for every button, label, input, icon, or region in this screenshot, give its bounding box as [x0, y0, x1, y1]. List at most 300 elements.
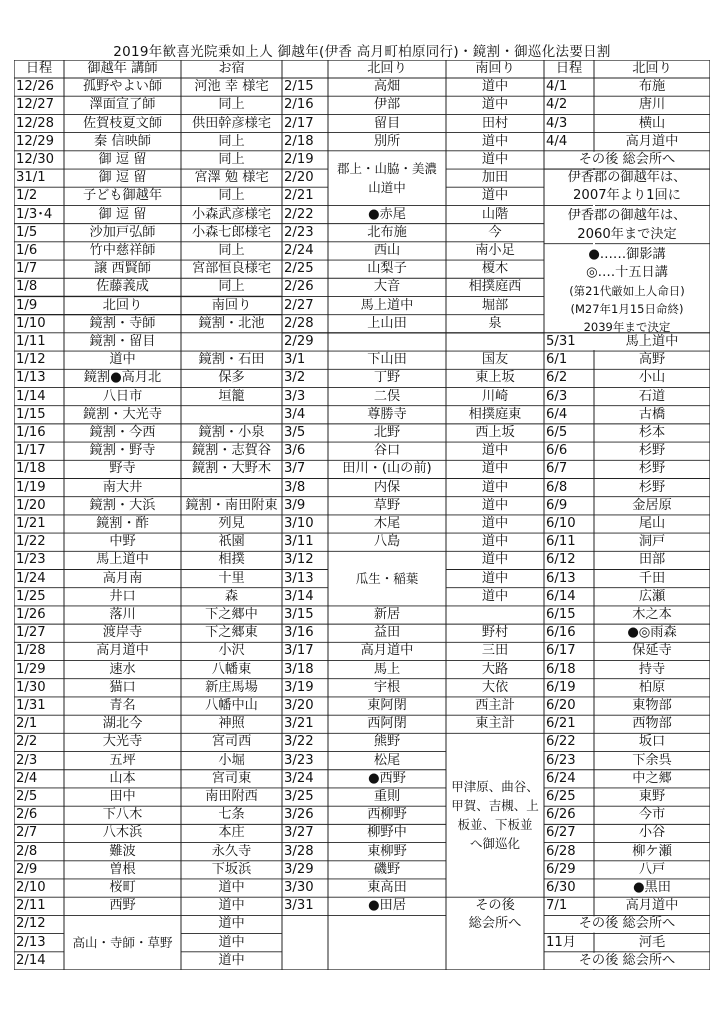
left-lecturer: 北回り [102, 297, 143, 313]
left-lecturer: 鏡割・寺師 [89, 315, 156, 331]
right-note: ●‥‥‥御影講 [588, 246, 666, 262]
middle-date: 2/26 [284, 279, 314, 295]
middle-north: 熊野 [373, 734, 401, 750]
right-date: 6/9 [546, 497, 568, 513]
middle-date: 3/12 [284, 552, 314, 568]
left-lecturer: 鏡割・今西 [89, 424, 156, 440]
left-lecturer: 野寺 [109, 461, 136, 477]
right-date: 6/16 [546, 625, 576, 641]
middle-north: 田川・(山の前) [342, 461, 432, 477]
left-lodging: 河池 幸 様宅 [194, 79, 269, 95]
middle-north: 別所 [373, 133, 401, 149]
schedule-table [14, 60, 710, 970]
left-lodging: 道中 [218, 934, 245, 950]
middle-south: 国友 [481, 352, 509, 368]
left-date: 1/19 [16, 479, 46, 495]
middle-south: 相撲庭東 [468, 406, 522, 422]
right-date: 4/2 [546, 97, 568, 113]
left-date: 1/18 [16, 461, 46, 477]
right-north: 石道 [638, 388, 666, 404]
middle-north: 北野 [373, 424, 401, 440]
middle-date: 3/2 [284, 370, 306, 386]
right-north: 下余呉 [632, 752, 672, 768]
left-lecturer: 中野 [109, 534, 136, 550]
middle-south: 総会所へ [468, 916, 522, 932]
middle-north: 高畑 [373, 79, 401, 95]
left-date: 1/14 [16, 388, 46, 404]
right-north: 高月道中 [625, 898, 679, 914]
left-lecturer: 譲 西賢師 [94, 261, 151, 277]
left-lodging: 神照 [218, 716, 245, 732]
right-note: 伊香郡の御越年は、 [567, 208, 687, 224]
left-date: 1/22 [16, 534, 46, 550]
left-lecturer: 鏡割・野寺 [89, 443, 156, 459]
left-date: 2/2 [16, 734, 38, 750]
left-date: 1/13 [16, 370, 46, 386]
middle-date: 3/10 [284, 516, 314, 531]
middle-south: 道中 [481, 570, 509, 586]
left-date: 1/24 [16, 570, 46, 586]
left-lecturer: 沙加戸弘師 [89, 224, 156, 240]
right-note: 2039年まで決定 [583, 320, 671, 335]
right-north: 尾山 [638, 516, 666, 531]
middle-date: 3/23 [284, 752, 314, 768]
left-lecturer: 高月道中 [96, 643, 149, 659]
middle-south: 泉 [488, 315, 502, 331]
right-date: 6/15 [546, 607, 576, 623]
middle-south: 東主計 [475, 716, 515, 732]
left-lecturer: 桜町 [109, 880, 136, 896]
middle-south: 道中 [481, 97, 509, 113]
left-date: 1/31 [16, 698, 46, 714]
left-lodging: 同上 [218, 188, 245, 204]
left-lodging: 祇園 [218, 534, 245, 550]
left-date: 1/17 [16, 443, 46, 459]
right-north: 保延寺 [632, 643, 672, 659]
left-lecturer: 鏡割●高月北 [83, 370, 162, 386]
middle-date: 3/14 [284, 588, 314, 604]
middle-merged-gujo-text: 郡上・山脇・美濃 山道中 [336, 161, 437, 196]
header-date-right: 日程 [555, 61, 583, 77]
left-lodging: 宮部恒良様宅 [191, 261, 272, 277]
left-lodging: 新庄馬場 [205, 679, 258, 695]
middle-south: 東上坂 [475, 370, 515, 386]
middle-south: 道中 [481, 151, 509, 167]
middle-date: 3/31 [284, 898, 314, 914]
left-lecturer: 八木浜 [102, 825, 143, 841]
middle-south: 加田 [481, 170, 509, 186]
left-lecturer: 南大井 [102, 479, 143, 495]
left-lodging: 同上 [218, 97, 245, 113]
middle-date: 3/22 [284, 734, 314, 750]
middle-date: 2/28 [284, 315, 314, 331]
left-lecturer: 五坪 [109, 752, 136, 768]
middle-north: 草野 [373, 497, 401, 513]
right-date: 11月 [546, 934, 576, 950]
left-date: 1/10 [16, 315, 46, 331]
left-date: 2/5 [16, 789, 38, 805]
left-lodging: 保多 [218, 370, 245, 386]
left-lodging: 供田幹彦様宅 [191, 115, 272, 131]
left-lecturer: 道中 [109, 352, 136, 368]
right-north: 坂口 [638, 734, 666, 750]
right-north: 杉本 [638, 424, 666, 440]
middle-merged-uryu-text: 瓜生・稲葉 [355, 571, 419, 587]
right-north: 今市 [638, 807, 666, 823]
middle-date: 3/27 [284, 825, 314, 841]
left-lodging: 七条 [218, 807, 245, 823]
right-north: 東野 [638, 789, 666, 805]
right-north: 小山 [638, 370, 666, 386]
right-date: 4/4 [546, 133, 568, 149]
right-date: 6/5 [546, 424, 568, 440]
middle-south: 南小足 [475, 242, 515, 258]
right-north: ●◎雨森 [627, 625, 677, 641]
middle-date: 2/24 [284, 242, 314, 258]
right-date: 6/4 [546, 406, 568, 422]
right-date: 4/1 [546, 79, 568, 95]
middle-north: 益田 [373, 625, 401, 641]
middle-north: 北布施 [367, 224, 407, 240]
left-lodging: 鏡割・北池 [198, 315, 265, 331]
left-merged-block [64, 915, 181, 970]
middle-south: 道中 [481, 188, 509, 204]
left-lodging: 宮司西 [211, 734, 252, 750]
left-date: 1/23 [16, 552, 46, 568]
middle-date: 3/25 [284, 789, 314, 805]
middle-north: 内保 [373, 479, 401, 495]
middle-date: 3/1 [284, 352, 306, 368]
middle-date: 2/20 [284, 170, 314, 186]
left-lecturer: 猫口 [109, 679, 136, 695]
left-date: 1/15 [16, 406, 46, 422]
middle-north: 東高田 [367, 880, 407, 896]
left-date: 1/25 [16, 588, 46, 604]
right-date: 6/11 [546, 534, 576, 550]
middle-south: 堀部 [481, 297, 509, 313]
left-lecturer: 佐藤義成 [96, 279, 149, 295]
left-date: 1/21 [16, 516, 46, 531]
left-date: 12/30 [16, 151, 55, 167]
middle-date: 3/15 [284, 607, 314, 623]
right-north: 小谷 [638, 825, 666, 841]
left-date: 1/2 [16, 188, 38, 204]
left-lodging: 八幡東 [211, 661, 252, 677]
middle-south: 三田 [481, 643, 509, 659]
middle-date: 2/23 [284, 224, 314, 240]
left-lecturer: 鏡割・留目 [89, 333, 156, 349]
left-lodging: 道中 [218, 916, 245, 932]
middle-north: 二俣 [373, 388, 401, 404]
left-lodging: 南回り [211, 297, 252, 313]
right-north: 田部 [638, 552, 666, 568]
left-lodging: 下之郷中 [205, 607, 258, 623]
left-date: 1/16 [16, 424, 46, 440]
right-date: 6/19 [546, 679, 576, 695]
right-north: 洞戸 [638, 534, 666, 550]
middle-date: 2/25 [284, 261, 314, 277]
middle-north: 西柳野 [367, 807, 407, 823]
middle-north: 馬上道中 [360, 297, 414, 313]
left-lecturer: 落川 [109, 607, 136, 623]
left-date: 2/13 [16, 934, 46, 950]
middle-date: 2/22 [284, 206, 314, 222]
right-date: 6/28 [546, 843, 576, 859]
middle-south: 野村 [481, 625, 509, 641]
middle-north: 馬上 [373, 661, 401, 677]
middle-north: 木尾 [373, 516, 401, 531]
middle-north: 柳野中 [367, 825, 407, 841]
middle-south: 田村 [481, 115, 509, 131]
header-lecturer: 御越年 講師 [87, 61, 158, 77]
middle-south: 道中 [481, 479, 509, 495]
left-lodging: 鏡割・南田附東 [185, 497, 278, 513]
left-date: 2/14 [16, 952, 46, 968]
left-lodging: 鏡割・志賀谷 [191, 443, 272, 459]
right-note: (M27年1月15日命終) [570, 302, 684, 317]
middle-merged-uryu [328, 551, 446, 606]
middle-date: 2/19 [284, 151, 314, 167]
middle-north: 西阿閉 [367, 716, 407, 732]
left-date: 12/29 [16, 133, 55, 149]
left-lecturer: 大光寺 [102, 734, 143, 750]
middle-north: 重則 [373, 789, 401, 805]
middle-south: 西主計 [475, 698, 515, 714]
middle-north: 八島 [373, 534, 401, 550]
right-date: 6/26 [546, 807, 576, 823]
right-north: 東物部 [632, 698, 672, 714]
left-lecturer: 井口 [109, 588, 136, 604]
middle-date: 3/3 [284, 388, 306, 404]
middle-south: 今 [488, 224, 502, 240]
middle-date: 3/7 [284, 461, 306, 477]
left-lecturer: 馬上道中 [96, 552, 149, 568]
right-north: 高月道中 [625, 133, 679, 149]
right-north: 馬上道中 [625, 333, 679, 349]
right-note: 2060年まで決定 [577, 226, 677, 242]
right-north: 河毛 [638, 934, 666, 950]
right-date: 6/20 [546, 698, 576, 714]
left-date: 12/28 [16, 115, 55, 131]
right-north: 杉野 [638, 443, 666, 459]
middle-north: 西山 [373, 242, 401, 258]
left-date: 2/3 [16, 752, 38, 768]
left-lodging: 下之郷東 [205, 625, 258, 641]
right-date: 6/17 [546, 643, 576, 659]
left-lecturer: 八日市 [102, 388, 143, 404]
right-date: 6/13 [546, 570, 576, 586]
left-lodging: 宮司東 [211, 770, 252, 786]
right-north: 千田 [638, 570, 666, 586]
left-lecturer: 下八木 [102, 807, 143, 823]
left-date: 1/8 [16, 279, 38, 295]
middle-south: 道中 [481, 79, 509, 95]
page-title: 2019年歓喜光院乗如上人 御越年(伊香 高月町柏原同行)・鏡割・御巡化法要日割 [113, 44, 611, 60]
middle-south: 川崎 [481, 388, 509, 404]
left-lecturer: 青名 [109, 698, 136, 714]
middle-north: 松尾 [373, 752, 401, 768]
left-lecturer: 御 逗 留 [98, 170, 147, 186]
left-lodging: 道中 [218, 898, 245, 914]
middle-south: 西上坂 [475, 424, 515, 440]
left-lodging: 鏡割・大野木 [191, 461, 272, 477]
right-north: 高野 [638, 352, 666, 368]
left-date: 1/30 [16, 679, 46, 695]
middle-date: 2/21 [284, 188, 314, 204]
right-north: 横山 [638, 115, 666, 131]
right-north: 柳ケ瀬 [632, 843, 672, 859]
left-date: 2/10 [16, 880, 46, 896]
middle-date: 2/29 [284, 333, 314, 349]
right-date: 4/3 [546, 115, 568, 131]
right-date: 6/7 [546, 461, 568, 477]
right-north: 八戸 [638, 861, 666, 877]
middle-south: 相撲庭西 [468, 279, 522, 295]
left-lodging: 同上 [218, 133, 245, 149]
left-date: 1/28 [16, 643, 46, 659]
right-north: 杉野 [638, 479, 666, 495]
right-date: 6/8 [546, 479, 568, 495]
middle-date: 3/4 [284, 406, 306, 422]
right-date: 6/29 [546, 861, 576, 877]
left-lecturer: 御 逗 留 [98, 151, 147, 167]
middle-north: ●赤尾 [368, 206, 406, 222]
left-date: 1/11 [16, 333, 46, 349]
left-date: 12/27 [16, 97, 55, 113]
left-lodging: 道中 [218, 880, 245, 896]
middle-south: 道中 [481, 588, 509, 604]
middle-south: その後 [475, 898, 515, 914]
left-lodging: 列見 [218, 516, 245, 531]
left-lecturer: 田中 [109, 789, 136, 805]
left-lecturer: 竹中慈祥師 [89, 242, 156, 258]
left-lecturer: 鏡割・大光寺 [82, 406, 163, 422]
middle-south: 道中 [481, 552, 509, 568]
left-date: 1/27 [16, 625, 46, 641]
middle-south: 榎木 [481, 261, 509, 277]
left-lecturer: 秦 信映師 [94, 133, 151, 149]
right-date: 6/6 [546, 443, 568, 459]
middle-north: 谷口 [373, 443, 401, 459]
right-date: 6/14 [546, 588, 576, 604]
left-lodging: 下坂浜 [211, 861, 252, 877]
middle-date: 3/9 [284, 497, 306, 513]
middle-date: 3/26 [284, 807, 314, 823]
left-lodging: 同上 [218, 279, 245, 295]
left-date: 2/6 [16, 807, 38, 823]
right-north: 金居原 [632, 497, 672, 513]
right-date: 6/24 [546, 770, 576, 786]
middle-date: 3/24 [284, 770, 314, 786]
left-lodging: 道中 [218, 952, 245, 968]
right-date: 6/25 [546, 789, 576, 805]
middle-date: 3/16 [284, 625, 314, 641]
left-lecturer: 孤野やよい師 [82, 79, 163, 95]
left-lodging: 永久寺 [211, 843, 252, 859]
right-note-row: その後 総会所へ [578, 151, 676, 167]
right-north: 広瀬 [638, 588, 666, 604]
middle-north: 新居 [373, 607, 401, 623]
middle-north: ●田居 [368, 898, 406, 914]
header-south: 南回り [475, 61, 515, 77]
middle-south: 山階 [481, 206, 509, 222]
left-lodging: 鏡割・小泉 [198, 424, 265, 440]
left-lodging: 十里 [218, 570, 245, 586]
middle-date: 2/16 [284, 97, 314, 113]
right-note-row: その後 総会所へ [578, 916, 676, 932]
middle-date: 3/20 [284, 698, 314, 714]
left-lecturer: 澤面宣了師 [89, 97, 156, 113]
left-lecturer: 鏡割・酢 [96, 516, 149, 531]
left-lecturer: 御 逗 留 [98, 206, 147, 222]
right-north: 西物部 [632, 716, 672, 732]
left-date: 1/5 [16, 224, 38, 240]
middle-south: 道中 [481, 461, 509, 477]
left-lodging: 鏡割・石田 [198, 352, 265, 368]
right-north: 中之郷 [632, 770, 672, 786]
middle-date: 3/29 [284, 861, 314, 877]
left-lodging: 森 [224, 588, 239, 604]
left-date: 1/3･4 [16, 206, 53, 222]
right-north: 木之本 [632, 607, 672, 623]
right-north: 持寺 [638, 661, 666, 677]
middle-date: 3/19 [284, 679, 314, 695]
left-lodging: 宮澤 勉 様宅 [194, 170, 269, 186]
middle-south: 道中 [481, 497, 509, 513]
left-lodging: 相撲 [218, 552, 245, 568]
left-lecturer: 湖北今 [102, 716, 143, 732]
right-date: 6/1 [546, 352, 568, 368]
left-date: 2/1 [16, 716, 38, 732]
left-date: 1/6 [16, 242, 38, 258]
left-lecturer: 難波 [109, 843, 136, 859]
middle-south: 大依 [481, 679, 509, 695]
left-lodging: 同上 [218, 151, 245, 167]
left-lodging: 小森七郎様宅 [191, 224, 272, 240]
right-date: 6/2 [546, 370, 568, 386]
right-date: 5/31 [546, 333, 576, 349]
middle-north: 高月道中 [360, 643, 414, 659]
right-date: 6/27 [546, 825, 576, 841]
right-north: 柏原 [638, 679, 666, 695]
middle-north: 尊勝寺 [367, 406, 407, 422]
middle-merged-tour [450, 733, 540, 897]
middle-merged-tour-text: 甲津原、曲谷、甲賀、吉槻、上板並、下板並 へ御巡化 [451, 779, 539, 852]
middle-south: 道中 [481, 534, 509, 550]
right-north: 杉野 [638, 461, 666, 477]
middle-north: 大音 [373, 279, 401, 295]
middle-north: 東阿閉 [367, 698, 407, 714]
middle-north: 伊部 [373, 97, 401, 113]
left-lodging: 南田附西 [205, 789, 258, 805]
middle-north: 下山田 [367, 352, 407, 368]
right-date: 6/22 [546, 734, 576, 750]
middle-date: 2/17 [284, 115, 314, 131]
middle-north: 宇根 [373, 679, 401, 695]
left-date: 1/26 [16, 607, 46, 623]
middle-north: ●西野 [368, 770, 406, 786]
left-date: 2/4 [16, 770, 38, 786]
left-date: 1/29 [16, 661, 46, 677]
middle-date: 3/18 [284, 661, 314, 677]
left-lodging: 小森武彦様宅 [191, 206, 272, 222]
right-date: 6/10 [546, 516, 576, 531]
header-north-right: 北回り [632, 61, 672, 77]
middle-south: 道中 [481, 133, 509, 149]
middle-north: 山梨子 [367, 261, 407, 277]
middle-date: 3/21 [284, 716, 314, 732]
left-date: 31/1 [16, 170, 46, 186]
